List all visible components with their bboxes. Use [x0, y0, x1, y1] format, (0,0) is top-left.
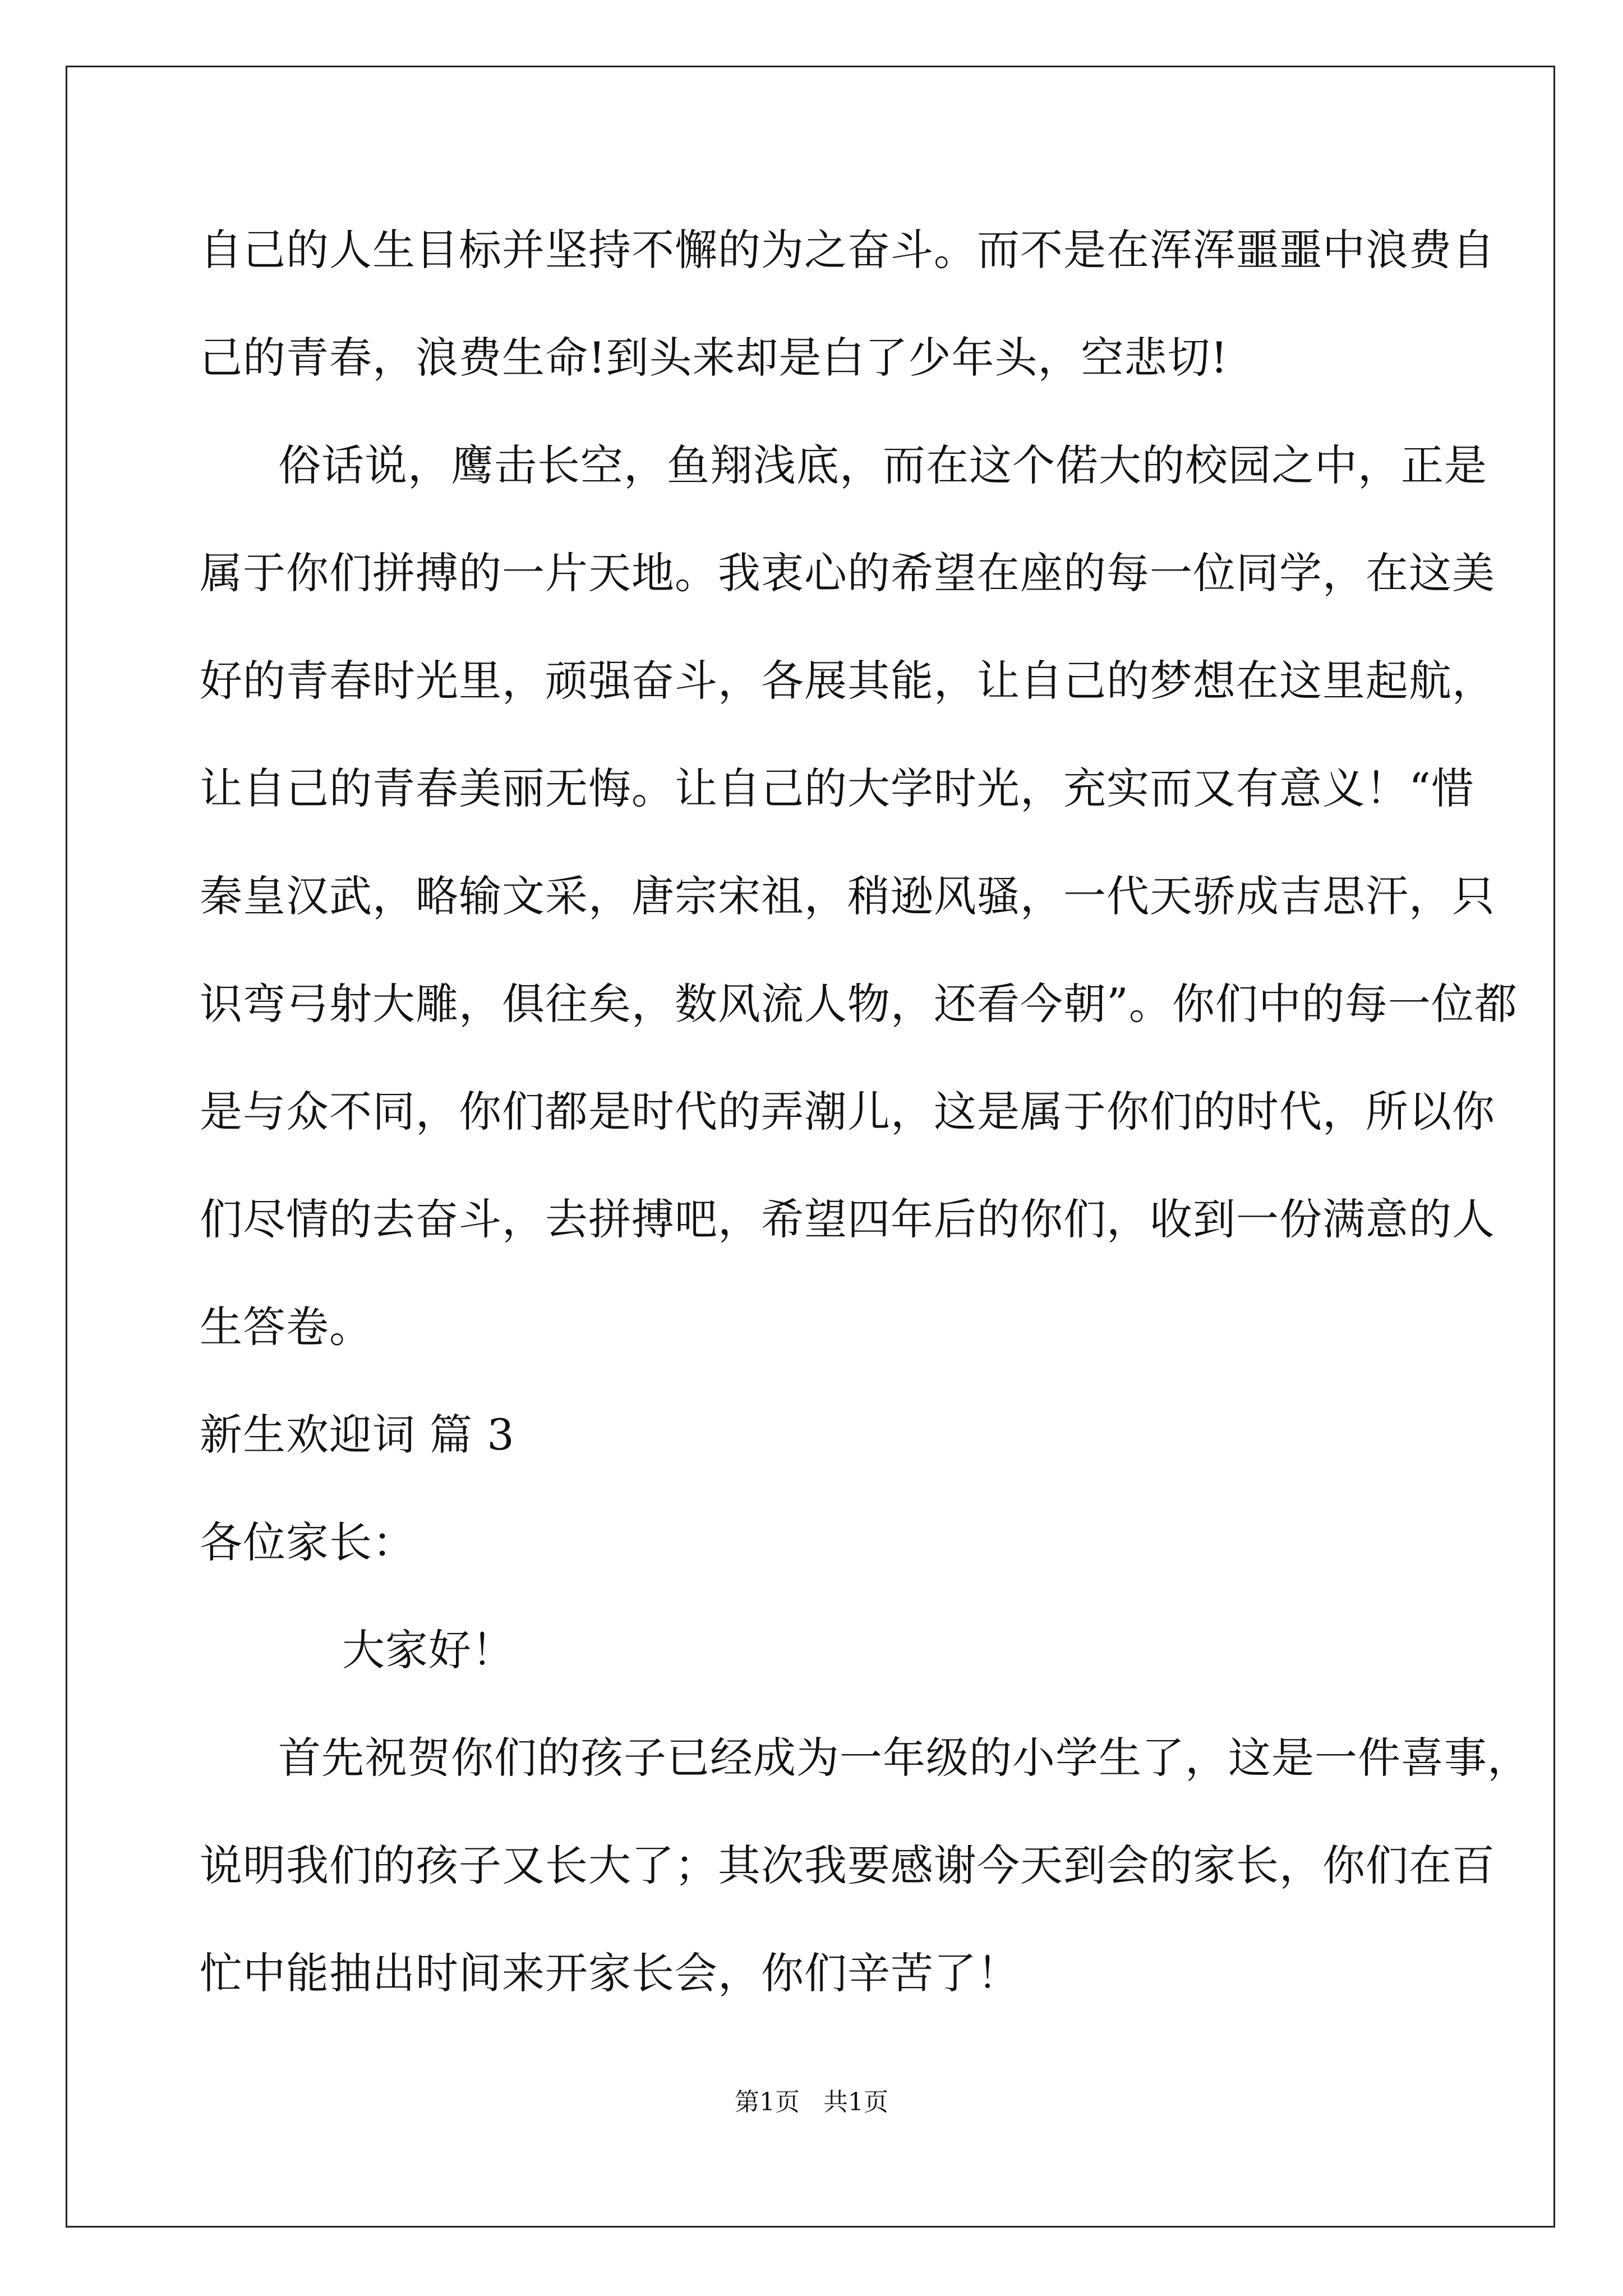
body-line-3: 俗话说，鹰击长空，鱼翔浅底，而在这个偌大的校园之中，正是 [278, 440, 1487, 490]
page-border [66, 66, 1555, 2228]
greeting: 大家好！ [342, 1625, 515, 1675]
body-line-7: 秦皇汉武，略输文采，唐宗宋祖，稍逊风骚，一代天骄成吉思汗，只 [200, 871, 1495, 921]
body-line-9: 是与众不同，你们都是时代的弄潮儿，这是属于你们的时代，所以你 [200, 1087, 1495, 1137]
body-line-11: 生答卷。 [200, 1302, 372, 1352]
body-line-1: 自己的人生目标并坚持不懈的为之奋斗。而不是在浑浑噩噩中浪费自 [200, 225, 1495, 275]
body-line-5: 好的青春时光里，顽强奋斗，各展其能，让自己的梦想在这里起航， [200, 656, 1495, 706]
salutation: 各位家长： [200, 1517, 416, 1567]
body-line-4: 属于你们拼搏的一片天地。我衷心的希望在座的每一位同学，在这美 [200, 548, 1495, 598]
body-line-10: 们尽情的去奋斗，去拼搏吧，希望四年后的你们，收到一份满意的人 [200, 1194, 1495, 1244]
body-line-2: 己的青春，浪费生命!到头来却是白了少年头，空悲切! [200, 333, 1229, 383]
body-line-6: 让自己的青春美丽无悔。让自己的大学时光，充实而又有意义！“惜 [200, 763, 1474, 813]
body-line-13: 说明我们的孩子又长大了；其次我要感谢今天到会的家长，你们在百 [200, 1841, 1495, 1890]
body-line-14: 忙中能抽出时间来开家长会，你们辛苦了！ [200, 1948, 1020, 1998]
page-number-footer: 第1页 共1页 [735, 2088, 888, 2116]
body-line-8: 识弯弓射大雕，俱往矣，数风流人物，还看今朝”。你们中的每一位都 [200, 979, 1518, 1029]
section-heading: 新生欢迎词 篇 3 [200, 1410, 515, 1460]
body-line-12: 首先祝贺你们的孩子已经成为一年级的小学生了，这是一件喜事， [278, 1733, 1530, 1783]
